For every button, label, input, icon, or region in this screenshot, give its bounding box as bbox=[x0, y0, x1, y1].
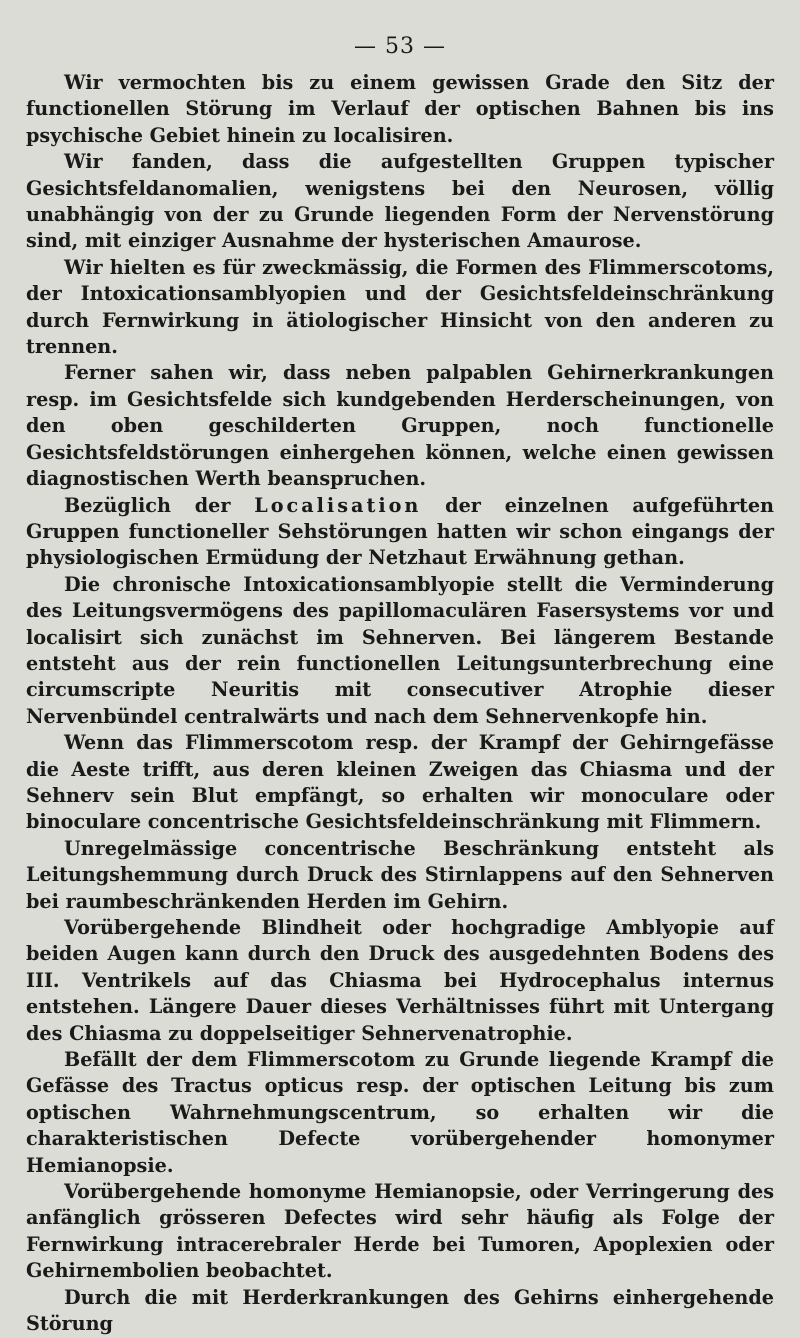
paragraph-9: Vorübergehende Blindheit oder hochgradige Amblyopie auf beiden Augen kann durch den Druck des ausgedehnten Bodens des III. Ventrikels auf das Chiasma bei Hydrocephalus internus entstehen. Längere Dauer dieses Verhältnisses führt mit Untergang des Chiasma zu doppelseitiger Sehnervenatrophie. bbox=[26, 916, 774, 1045]
paragraph-5 bbox=[26, 493, 774, 572]
paragraph-1: Wir vermochten bis zu einem gewissen Grade den Sitz der functionellen Störung im Verlauf der optischen Bahnen bis ins psychische Gebiet hinein zu localisiren. bbox=[26, 71, 774, 147]
paragraph-11: Vorübergehende homonyme Hemianopsie, oder Verringerung des anfänglich grösseren Defectes wird sehr häufig als Folge der Fernwirkung intracerebraler Herde bei Tumoren, Apoplexien oder Gehirnembolien beobachtet. bbox=[26, 1180, 774, 1283]
paragraph-12: Durch die mit Herderkrankungen des Gehirns einhergehende Störung bbox=[26, 1285, 774, 1336]
paragraph-4: Ferner sahen wir, dass neben palpablen Gehirnerkrankungen resp. im Gesichtsfelde sich kundgebenden Herderscheinungen, von den oben geschilderten Gruppen, noch functionelle Gesichtsfeldstörungen einhergehen können, welche einen gewissen diagnostischen Werth beanspruchen. bbox=[26, 361, 774, 491]
spaced-term-localisation: Localisation bbox=[254, 493, 422, 517]
paragraph-7: Wenn das Flimmerscotom resp. der Krampf der Gehirngefässe die Aeste trifft, aus deren kleinen Zweigen das Chiasma und der Sehnerv sein Blut empfängt, so erhalten wir monoculare oder binoculare concentrische Gesichtsfeldeinschränkung mit Flimmern. bbox=[26, 731, 774, 834]
page-number: — 53 — bbox=[354, 34, 446, 59]
paragraph-10: Befällt der dem Flimmerscotom zu Grunde liegende Krampf die Gefässe des Tractus opticus resp. der optischen Leitung bis zum optischen Wahrnehmungscentrum, so erhalten wir die charakteristischen Defecte vorübergehender homonymer Hemianopsie. bbox=[26, 1048, 774, 1177]
paragraph-8: Unregelmässige concentrische Beschränkung entsteht als Leitungshemmung durch Druck des Stirnlappens auf den Sehnerven bei raumbeschränkenden Herden im Gehirn. bbox=[26, 836, 774, 913]
paragraph-2: Wir fanden, dass die aufgestellten Gruppen typischer Gesichtsfeldanomalien, wenigstens bei den Neurosen, völlig unabhängig von der zu Grunde liegenden Form der Nervenstörung sind, mit einziger Ausnahme der hysterischen Amaurose. bbox=[26, 150, 774, 253]
paragraph-5-rest: der einzelnen aufgeführten Gruppen functioneller Sehstörungen hatten wir schon eingangs der physiologischen Ermüdung der Netzhaut Erwähnung gethan. bbox=[26, 493, 774, 570]
paragraph-5-start: Bezüglich der bbox=[64, 493, 255, 517]
paragraph-3: Wir hielten es für zweckmässig, die Formen des Flimmerscotoms, der Intoxicationsamblyopien und der Gesichtsfeldeinschränkung durch Fernwirkung in ätiologischer Hinsicht von den anderen zu trennen. bbox=[26, 255, 774, 359]
paragraph-6: Die chronische Intoxicationsamblyopie stellt die Verminderung des Leitungsvermögens des papillomaculären Fasersystems vor und localisirt sich zunächst im Sehnerven. Bei längerem Bestande entsteht aus der rein functionellen Leitungsunterbrechung eine circumscripte Neuritis mit consecutiver Atrophie dieser Nervenbündel centralwärts und nach dem Sehnervenkopfe hin. bbox=[26, 572, 774, 728]
